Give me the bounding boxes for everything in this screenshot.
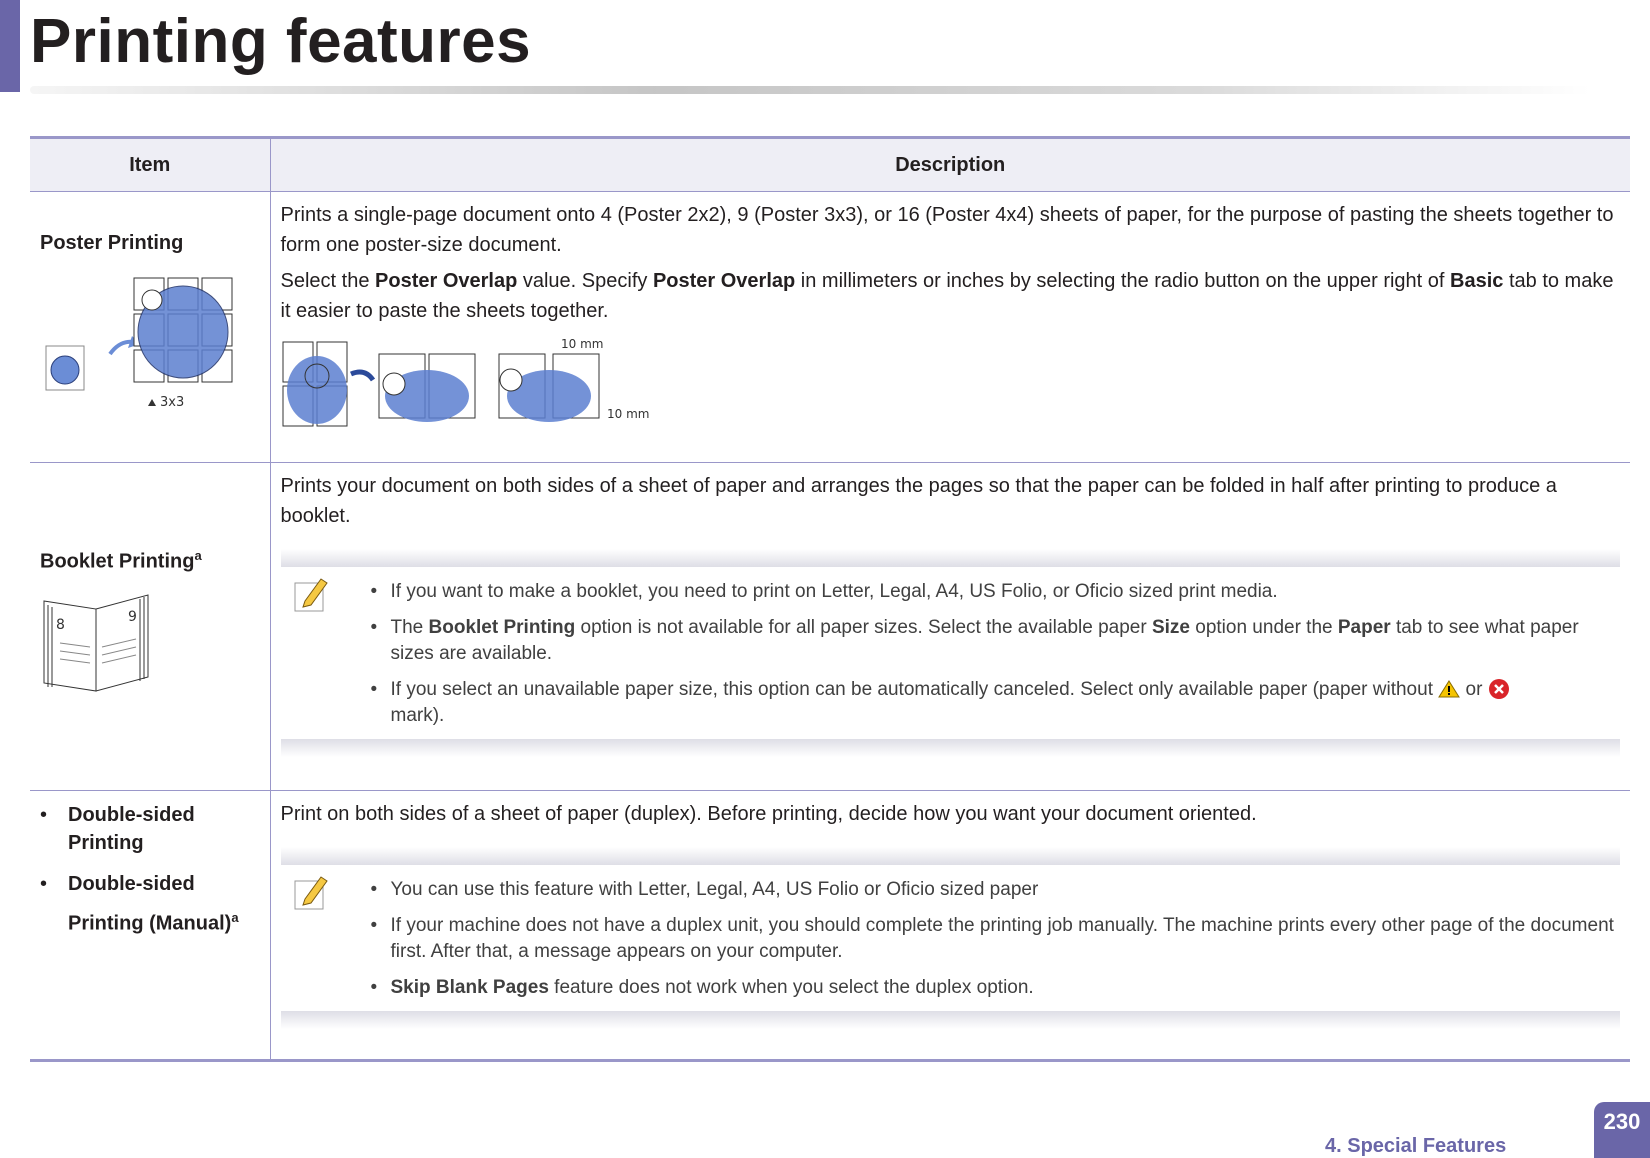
- booklet-desc: Prints your document on both sides of a sheet of paper and arranges the pages so that the paper can be folded in half after printing to produce a booklet.: [280, 475, 1557, 527]
- description-cell: [270, 791, 1630, 1061]
- list-item: • If you want to make a booklet, you need to print on Letter, Legal, A4, US Folio, or Oficio sized print media.: [371, 579, 1621, 605]
- list-item: • The Booklet Printing option is not available for all paper sizes. Select the available paper Size option under the Paper tab to see what paper sizes are available.: [371, 615, 1621, 667]
- title-rule: [30, 86, 1590, 94]
- booklet-icon: [40, 587, 160, 697]
- list-item: • Double-sided Printing: [40, 801, 260, 857]
- duplex-note-list: [371, 867, 1621, 1011]
- footer-section-label: 4. Special Features: [1325, 1135, 1507, 1157]
- list-item: • Skip Blank Pages feature does not work when you select the duplex option.: [371, 975, 1621, 1001]
- overlap-label-vertical: 10 mm: [606, 407, 649, 421]
- list-item: • Double-sided Printing (Manual)$^a$: [40, 867, 260, 941]
- description-cell: [270, 463, 1630, 791]
- header-item: Item: [30, 138, 270, 192]
- item-cell: [30, 791, 270, 1061]
- features-table: [30, 136, 1630, 1062]
- list-item: • You can use this feature with Letter, Legal, A4, US Folio or Oficio sized paper: [371, 877, 1621, 903]
- duplex-note: [281, 847, 1621, 1029]
- item-label: Booklet Printing$^a$: [40, 548, 202, 573]
- poster-caption: 3x3: [160, 395, 185, 410]
- header-description: Description: [270, 138, 1630, 192]
- page-number: 230: [1594, 1102, 1650, 1158]
- error-icon: [1488, 678, 1510, 700]
- overlap-label-horizontal: 10 mm: [560, 337, 603, 351]
- table-header-row: [30, 138, 1630, 192]
- table-row: [30, 192, 1630, 463]
- warning-icon: [1438, 680, 1460, 698]
- item-cell: [30, 463, 270, 791]
- list-item: • If your machine does not have a duplex unit, you should complete the printing job manually. The machine prints every other page of the document first. After that, a message appears on your computer.: [371, 913, 1621, 965]
- booklet-page-right: 9: [128, 608, 137, 625]
- poster-overlap-illustration: [281, 334, 681, 434]
- booklet-page-left: 8: [56, 616, 65, 633]
- chapter-tab: [0, 0, 20, 92]
- note-pencil-icon: [291, 871, 331, 913]
- item-label: Poster Printing: [40, 232, 184, 254]
- booklet-note-list: [371, 569, 1621, 739]
- page-title: Printing features: [30, 7, 532, 76]
- poster-3x3-illustration: [40, 270, 260, 420]
- table-row: [30, 791, 1630, 1061]
- booklet-note: [281, 549, 1621, 757]
- description-cell: [270, 192, 1630, 463]
- poster-desc-2: Select the Poster Overlap value. Specify Poster Overlap in millimeters or inches by selecting the radio button on the upper right of Basic tab to make it easier to paste the sheets together.: [280, 270, 1614, 322]
- poster-desc-1: Prints a single-page document onto 4 (Poster 2x2), 9 (Poster 3x3), or 16 (Poster 4x4) sheets of paper, for the purpose of pasting the sheets together to form one poster-size document.: [280, 204, 1614, 256]
- duplex-desc: Print on both sides of a sheet of paper (duplex). Before printing, decide how you want your document oriented.: [280, 803, 1257, 825]
- item-cell: [30, 192, 270, 463]
- note-pencil-icon: [291, 573, 331, 615]
- list-item: • If you select an unavailable paper size, this option can be automatically canceled. Select only available paper (paper without or mark).: [371, 677, 1621, 729]
- table-row: [30, 463, 1630, 791]
- duplex-item-list: [40, 801, 260, 941]
